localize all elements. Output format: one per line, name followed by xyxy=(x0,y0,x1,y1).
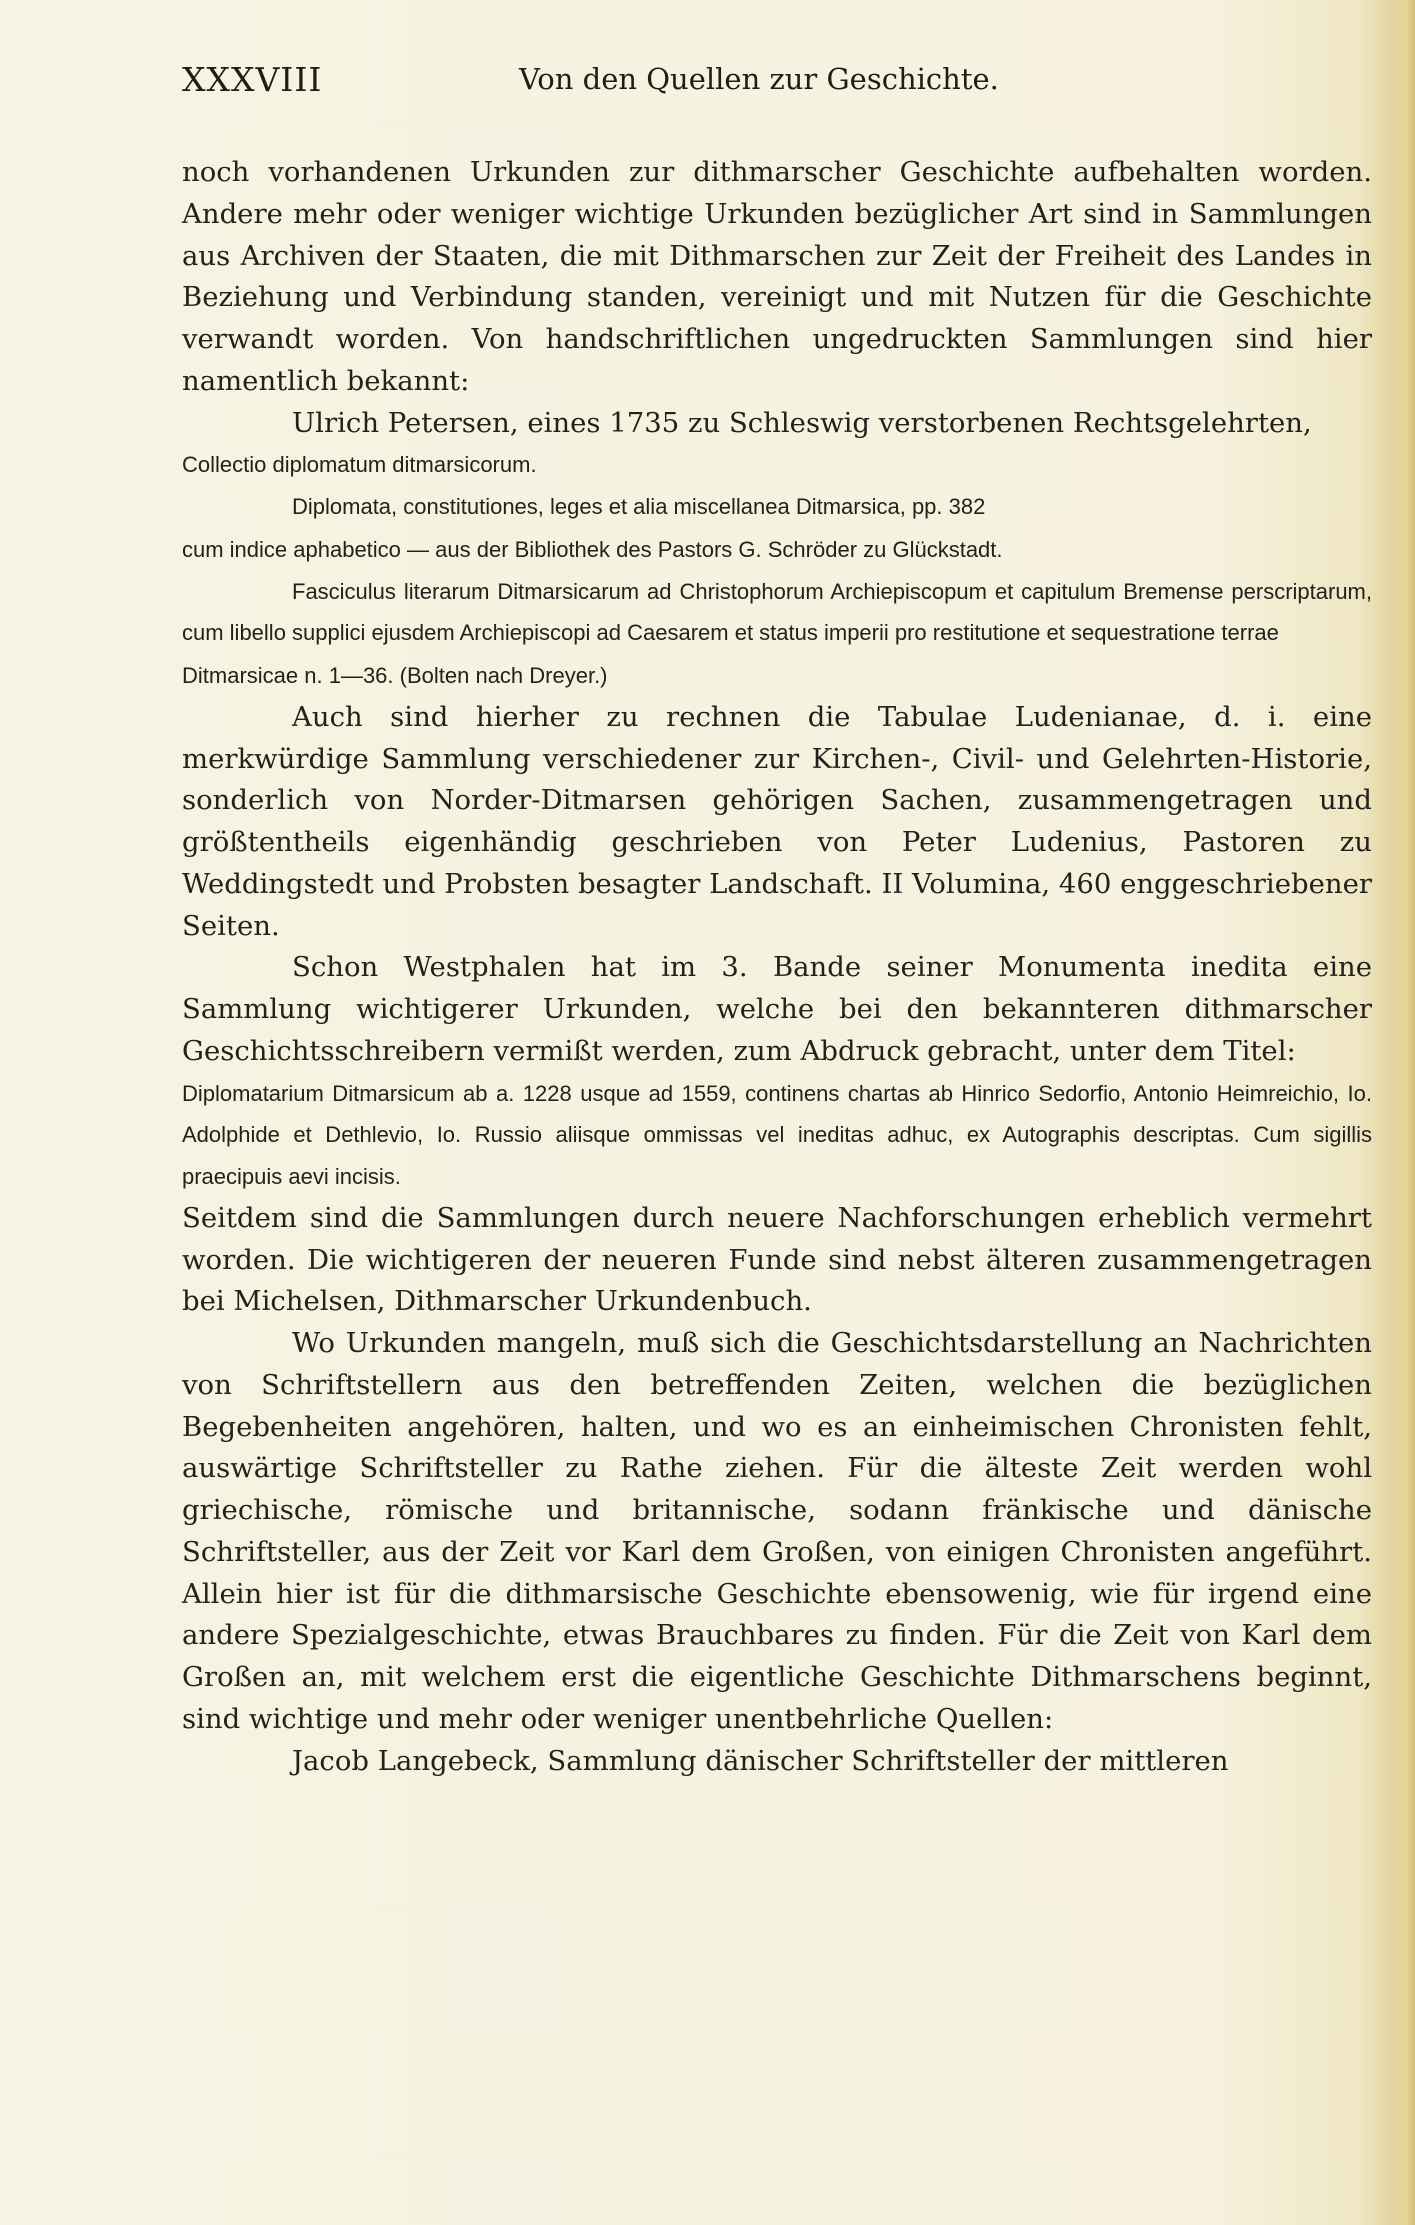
page-edge xyxy=(1393,0,1415,2225)
paragraph-quellen: Wo Urkunden mangeln, muß sich die Geschichtsdarstellung an Nachrichten von Schriftstellern aus den betreffenden Zeiten, welchen die bezüglichen Begebenheiten angehören, halten, und wo es an einheimischen Chronisten fehlt, auswärtige Schriftsteller zu Rathe ziehen. Für die älteste Zeit werden wohl griechische, römische und britannische, sodann fränkische und dänische Schriftsteller, aus der Zeit vor Karl dem Großen, von einigen Chronisten angeführt. Allein hier ist für die dithmarsische Geschichte ebensowenig, wie für irgend eine andere Spezialgeschichte, etwas Brauchbares zu finden. Für die Zeit von Karl dem Großen an, mit welchem erst die eigentliche Geschichte Dithmarschens beginnt, sind wichtige und mehr oder weniger unentbehrliche Quellen: xyxy=(182,1327,1372,1735)
running-title: Von den Quellen zur Geschichte. xyxy=(519,62,999,96)
page-header xyxy=(182,60,1372,110)
paragraph-tabulae-ludenianae: Auch sind hierher zu rechnen die Tabulae Ludenianae, d. i. eine merkwürdige Sammlung verschiedener zur Kirchen-, Civil- und Gelehrten-Historie, sonderlich von Norder-Ditmarsen gehörigen Sachen, zusammengetragen und größtentheils eigenhändig geschrieben von Peter Ludenius, Pastoren zu Weddingstedt und Probsten besagter Landschaft. II Volumina, 460 enggeschriebener Seiten. xyxy=(182,700,1372,942)
paragraph-langebeck: Jacob Langebeck, Sammlung dänischer Schriftsteller der mittleren xyxy=(292,1744,1229,1777)
paragraph-bibliothek xyxy=(182,528,1372,571)
latin-phrase-indice: cum indice aphabetico — aus der Bibliothek des Pastors G. Schröder zu Glückstadt. xyxy=(182,536,1003,562)
collection-title-diplomata: Diplomata, constitutiones, leges et alia miscellanea Ditmarsica, pp. 382 xyxy=(292,494,986,519)
collection-title-diplomatarium: Diplomatarium Ditmarsicum ab a. 1228 usque ad 1559, continens chartas ab Hinrico Sedorfio, Antonio Heimreichio, Io. Adolphide et Dethlevio, Io. Russio aliisque ommissas vel ineditas adhuc, ex Autographis descriptas. Cum sigillis praecipuis aevi incisis. xyxy=(182,1080,1372,1189)
collection-title-fasciculus: Fasciculus literarum Ditmarsicarum ad Christophorum Archiepiscopum et capitulum Bremense perscriptarum, cum libello supplici ejusdem Archiepiscopi ad Caesarem et status imperii pro restitutione et sequestratione terrae xyxy=(182,578,1372,646)
paragraph-intro: noch vorhandenen Urkunden zur dithmarscher Geschichte aufbehalten worden. Andere mehr oder weniger wichtige Urkunden bezüglicher Art sind in Sammlungen aus Archiven der Staaten, die mit Dithmarschen zur Zeit der Freiheit des Landes in Beziehung und Verbindung standen, vereinigt und mit Nutzen für die Geschichte verwandt worden. Von handschriftlichen ungedruckten Sammlungen sind hier namentlich bekannt: xyxy=(182,156,1372,397)
paragraph-petersen: Ulrich Petersen, eines 1735 zu Schleswig verstorbenen Rechtsgelehrten, xyxy=(292,406,1312,439)
page-body xyxy=(182,152,1372,1782)
paragraph-westphalen: Schon Westphalen hat im 3. Bande seiner Monumenta inedita eine Sammlung wichtigerer Urkunden, welche bei den bekannteren dithmarscher Geschichtsschreibern vermißt werden, zum Abdruck gebracht, unter dem Titel: xyxy=(182,951,1372,1067)
paragraph-bolten xyxy=(182,654,1372,697)
paragraph-michelsen: Seitdem sind die Sammlungen durch neuere Nachforschungen erheblich vermehrt worden. Die wichtigeren der neueren Funde sind nebst älteren zusammengetragen bei Michelsen, Dithmarscher Urkundenbuch. xyxy=(182,1201,1372,1318)
collection-title-diplomatum: Collectio diplomatum ditmarsicorum. xyxy=(182,452,537,478)
latin-phrase-ditmarsicae: Ditmarsicae n. 1—36. (Bolten nach Dreyer.) xyxy=(182,663,608,688)
page-number: XXXVIII xyxy=(182,60,323,99)
